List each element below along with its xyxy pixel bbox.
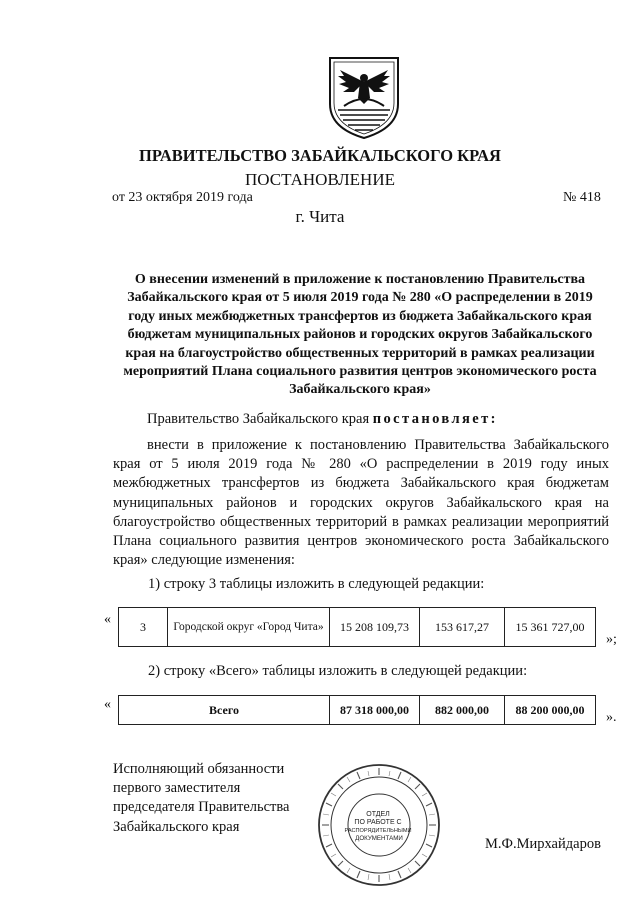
item-2-text: 2) строку «Всего» таблицы изложить в следующей редакции: — [148, 663, 528, 679]
table-cell-total-1: 87 318 000,00 — [330, 696, 420, 725]
table-row — [119, 608, 596, 647]
document-subject: О внесении изменений в приложение к постановлению Правительства Забайкальского края от 5 июля 2019 года № 280 «О распределении в 2019 году иных межбюджетных трансфертов из бюджета Забайкальского края бюджетам муниципальных районов и городских округов Забайкальского края на благоустройство общественных территорий в рамках реализации мероприятий Плана социального развития центров экономического роста Забайкальского края» — [123, 272, 597, 398]
body-text: внести в приложение к постановлению Правительства Забайкальского края от 5 июля 2019 года № 280 «О распределении в 2019 году иных межбюджетных трансфертов из бюджета Забайкальского края бюджетам муниципальных районов и городских округов Забайкальского края на благоустройство общественных территорий в рамках реализации мероприятий Плана социального развития центров экономического роста Забайкальского края» следующие изменения: — [113, 437, 609, 569]
table-cell-total-3: 88 200 000,00 — [505, 696, 596, 725]
signatory-line: первого заместителя — [113, 780, 241, 797]
signatory-line: Забайкальского края — [113, 818, 240, 835]
preamble-lead: Правительство Забайкальского края — [147, 411, 373, 427]
table-cell-total-2: 882 000,00 — [420, 696, 505, 725]
item-1-open-quote: « — [104, 612, 111, 627]
table-row — [119, 696, 596, 725]
document-date: от 23 октября 2019 года — [112, 190, 253, 205]
amendment-table-row-total — [118, 695, 596, 725]
item-1-text: 1) строку 3 таблицы изложить в следующей редакции: — [148, 576, 485, 592]
stamp-text-line: ДОКУМЕНТАМИ — [355, 835, 403, 842]
signatory-position — [113, 760, 289, 837]
item-1-close-quote: »; — [606, 632, 617, 647]
preamble-verb: постановляет: — [372, 411, 498, 427]
document-number: № 418 — [563, 190, 601, 205]
body-paragraph — [113, 436, 609, 570]
official-stamp — [316, 762, 442, 888]
table-cell-amount-2: 153 617,27 — [420, 608, 505, 647]
preamble — [147, 411, 498, 428]
coat-of-arms-emblem — [322, 52, 406, 140]
table-cell-name: Городской округ «Город Чита» — [168, 608, 330, 647]
government-title: ПРАВИТЕЛЬСТВО ЗАБАЙКАЛЬСКОГО КРАЯ — [139, 146, 501, 165]
document-city: г. Чита — [295, 207, 345, 226]
table-cell-total-label: Всего — [119, 696, 330, 725]
stamp-text-line: ПО РАБОТЕ С — [354, 819, 402, 826]
signatory-name: М.Ф.Мирхайдаров — [485, 836, 601, 852]
stamp-text-line: ОТДЕЛ — [366, 811, 390, 818]
document-type: ПОСТАНОВЛЕНИЕ — [244, 170, 395, 189]
table-cell-number: 3 — [119, 608, 168, 647]
table-cell-amount-3: 15 361 727,00 — [505, 608, 596, 647]
table-cell-amount-1: 15 208 109,73 — [330, 608, 420, 647]
item-2-close-quote: ». — [606, 710, 617, 725]
signatory-line: председателя Правительства — [113, 799, 290, 816]
amendment-table-row-3 — [118, 607, 596, 647]
svg-text:ОТДЕЛ ПО РАБОТЕ С — [345, 811, 414, 842]
stamp-text-line: РАСПОРЯДИТЕЛЬНЫМИ — [344, 828, 412, 834]
item-2-open-quote: « — [104, 697, 111, 712]
signatory-line: Исполняющий обязанности — [113, 761, 285, 777]
